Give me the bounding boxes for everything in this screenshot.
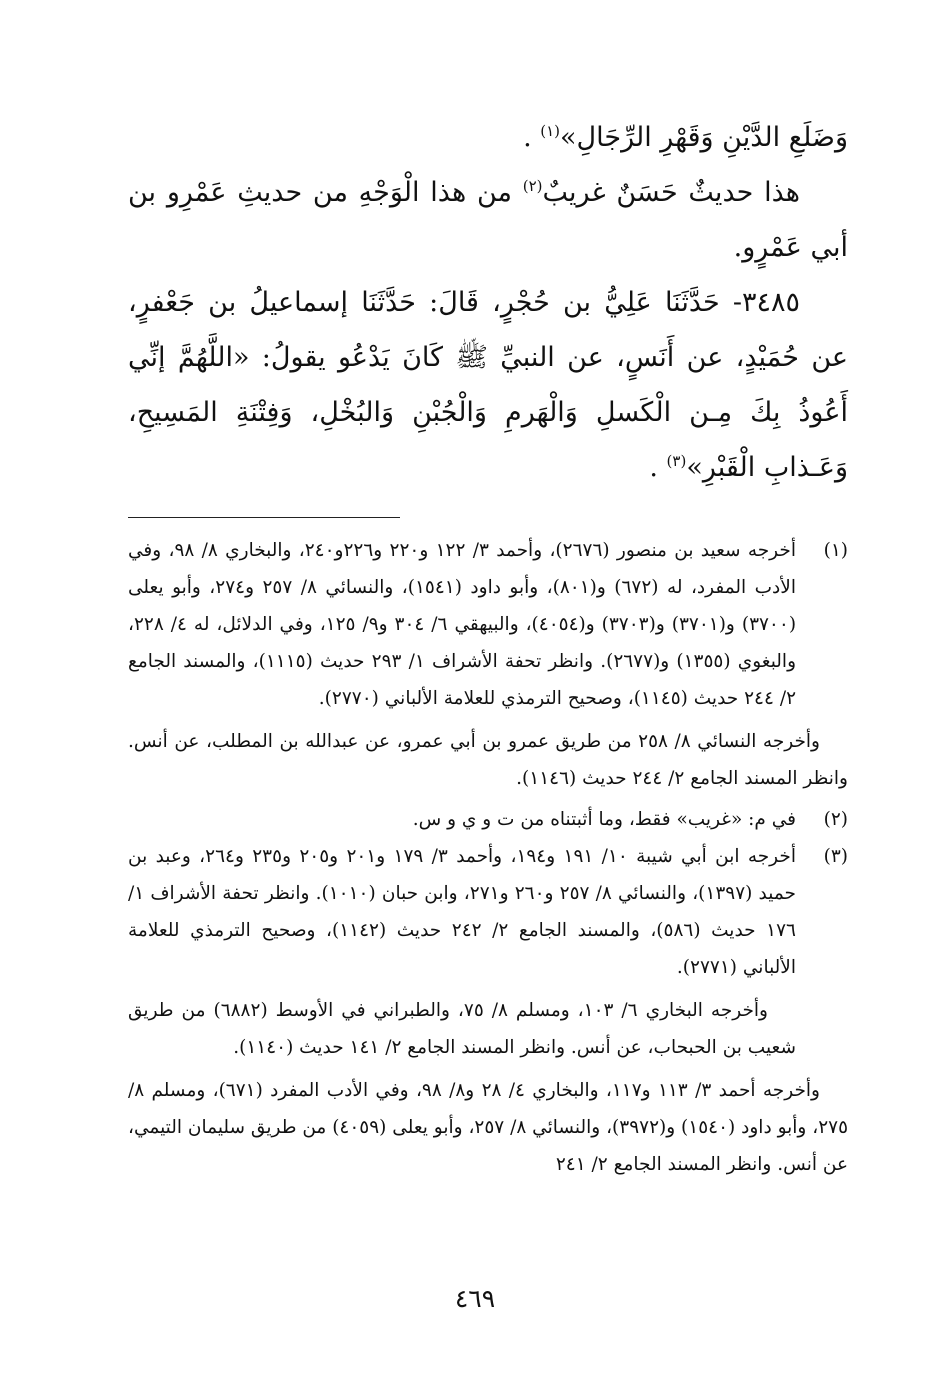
footnote-3-number: (٣) [823, 846, 848, 867]
footnote-3-continuation-1: وأخرجه البخاري ٦/ ١٠٣، ومسلم ٨/ ٧٥، والطبراني في الأوسط (٦٨٨٢) من طريق شعيب بن الحبحاب، عن أنس. وانظر المسند الجامع ٢/ ١٤١ حديث (١١٤٠). [128, 1000, 796, 1058]
footnote-1-number: (١) [823, 540, 848, 561]
text-line-1 [128, 110, 848, 165]
footnote-2-text: في م: «غريب» فقط، وما أثبتناه من ت و ي و س. [412, 809, 796, 830]
main-text [128, 110, 848, 495]
footnote-3-body [128, 838, 796, 1066]
hadith-end-mark: . [649, 452, 667, 483]
footnote-1 [128, 532, 848, 717]
grading-paragraph [128, 165, 848, 275]
page-number: ٤٦٩ [454, 1284, 496, 1313]
footnote-3-text: أخرجه ابن أبي شيبة ١٠/ ١٩١ و١٩٤، وأحمد ٣/ ١٧٩ و٢٠١ و٢٠٥ و٢٣٥ و٢٦٤، وعبد بن حميد (١٣٩٧)، والنسائي ٨/ ٢٥٧ و٢٦٠ و٢٧١، وابن حبان (١٠١٠). وانظر تحفة الأشراف ١/ ١٧٦ حديث (٥٨٦)، والمسند الجامع ٢/ ٢٤٢ حديث (١١٤٢)، وصحيح الترمذي للعلامة الألباني (٢٧٧١). [128, 846, 796, 978]
footnote-1-text: أخرجه سعيد بن منصور (٢٦٧٦)، وأحمد ٣/ ١٢٢ و٢٢٠ و٢٢٦و٢٤٠، والبخاري ٨/ ٩٨، وفي الأدب المفرد، له (٦٧٢) و(٨٠١)، وأبو داود (١٥٤١)، والنسائي ٨/ ٢٥٧ و٢٧٤، وأبو يعلى (٣٧٠٠) و(٣٧٠١) و(٣٧٠٣) و(٤٠٥٤)، والبيهقي ٦/ ٣٠٤ و٩/ ١٢٥، وفي الدلائل، له ٤/ ٢٢٨، والبغوي (١٣٥٥) و(٢٦٧٧). وانظر تحفة الأشراف ١/ ٢٩٣ حديث (١١١٥)، والمسند الجامع ٢/ ٢٤٤ حديث (١١٤٥)، وصحيح الترمذي للعلامة الألباني (٢٧٧٠). [128, 540, 797, 709]
grading-text: هذا حديثٌ حَسَنٌ غريبٌ [542, 177, 800, 208]
footnote-1-body [128, 532, 796, 717]
hadith-3485-paragraph [128, 275, 848, 495]
line-end-mark: . [523, 122, 541, 153]
footnote-ref-1: (١) [540, 122, 561, 140]
footnote-ref-2: (٢) [522, 177, 543, 195]
hadith-3485-text: ٣٤٨٥- حَدَّثَنَا عَلِيُّ بن حُجْرٍ، قَالَ: حَدَّثَنَا إسماعيلُ بن جَعْفرٍ، عن حُمَيْدٍ، عن أَنَسٍ، عن النبيِّ ﷺ كَانَ يَدْعُو يقولُ: «اللَّهُمَّ إنِّي أَعُوذُ بِكَ مِـن الْكَسلِ وَالْهَرمِ وَالْجُبْنِ وَالبُخْلِ، وَفِتْنَةِ المَسِيحِ، وَعَـذابِ الْقَبْرِ» [128, 287, 848, 483]
footnotes [128, 532, 848, 1183]
footnote-separator [128, 517, 400, 518]
footnote-ref-3: (٣) [666, 452, 687, 470]
book-page [128, 110, 848, 1183]
footnote-3 [128, 838, 848, 1066]
footnote-2 [128, 801, 848, 838]
grading-text-rest: من هذا الْوَجْهِ من حديثِ عَمْرِو بن أبي عَمْرٍو. [128, 177, 848, 263]
footnote-2-number: (٢) [823, 809, 848, 830]
footnote-1-continuation: وأخرجه النسائي ٨/ ٢٥٨ من طريق عمرو بن أبي عمرو، عن عبدالله بن المطلب، عن أنس. وانظر المسند الجامع ٢/ ٢٤٤ حديث (١١٤٦). [128, 731, 848, 789]
footnote-3-continuation-2: وأخرجه أحمد ٣/ ١١٣ و١١٧، والبخاري ٤/ ٢٨ و٨/ ٩٨، وفي الأدب المفرد (٦٧١)، ومسلم ٨/ ٢٧٥، وأبو داود (١٥٤٠) و(٣٩٧٢)، والنسائي ٨/ ٢٥٧، وأبو يعلى (٤٠٥٩) من طريق سليمان التيمي، عن أنس. وانظر المسند الجامع ٢/ ٢٤١ [128, 1080, 849, 1175]
hadith-ending: وَضَلَعِ الدَّيْنِ وَقَهْرِ الرِّجَالِ» [560, 122, 848, 153]
